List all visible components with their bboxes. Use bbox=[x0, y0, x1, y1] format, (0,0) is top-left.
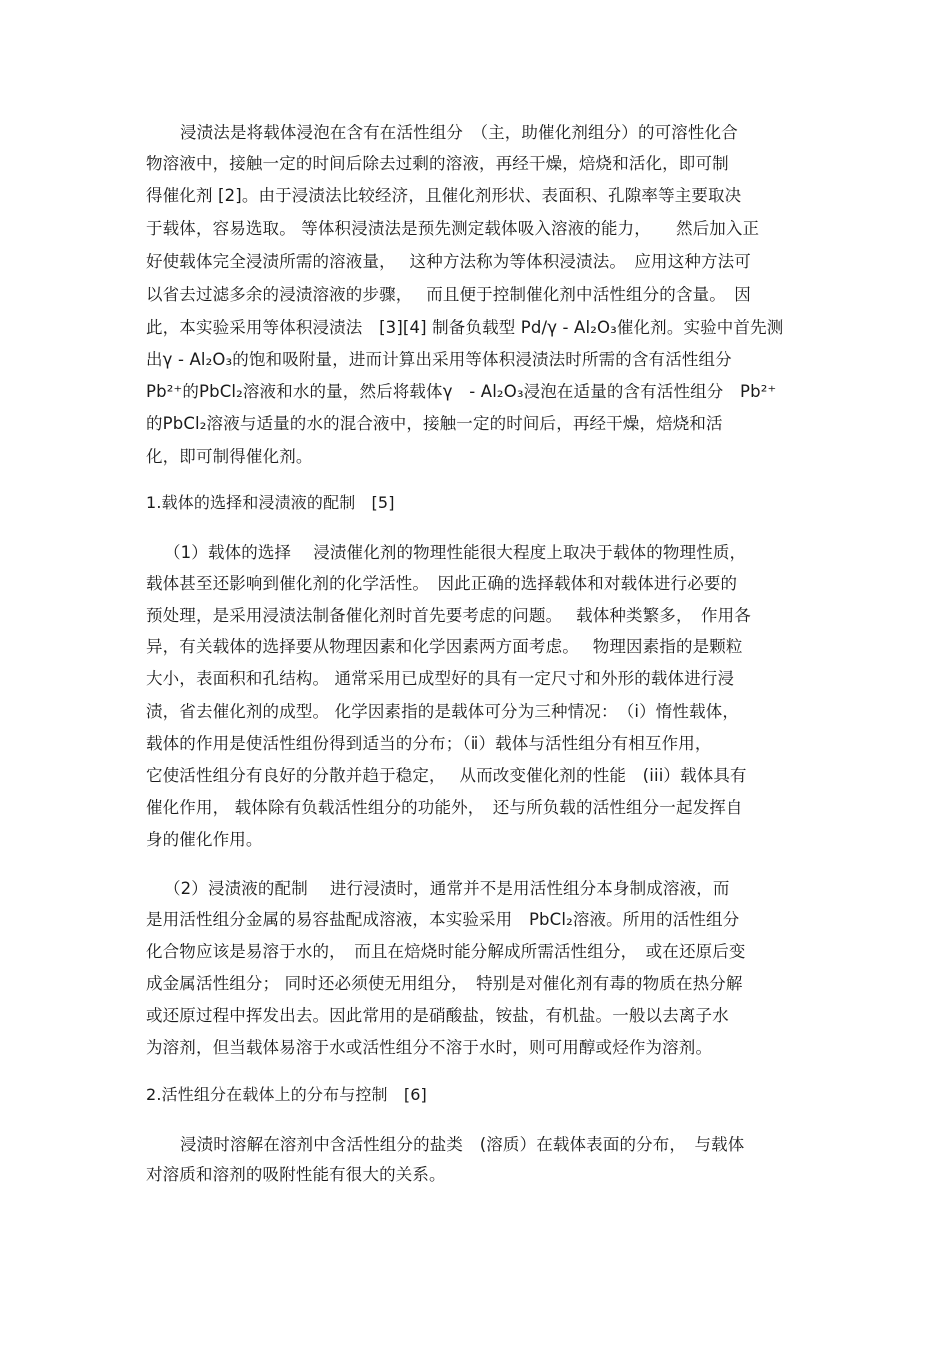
paragraph-2-line-6: 渍，省去催化剂的成型。 化学因素指的是载体可分为三种情况： （ⅰ）惰性载体， bbox=[146, 702, 740, 721]
paragraph-3-line-1: （2）浸渍液的配制 进行浸渍时，通常并不是用活性组分本身制成溶液，而 bbox=[164, 879, 730, 898]
paragraph-2-line-9: 催化作用， 载体除有负载活性组分的功能外， 还与所负载的活性组分一起发挥自 bbox=[146, 798, 743, 817]
section-heading-2: 2.活性组分在载体上的分布与控制 [6] bbox=[146, 1085, 427, 1104]
paragraph-2-line-8: 它使活性组分有良好的分散并趋于稳定， 从而改变催化剂的性能 (iii）载体具有 bbox=[146, 766, 747, 785]
paragraph-2-line-2: 载体甚至还影响到催化剂的化学活性。 因此正确的选择载体和对载体进行必要的 bbox=[146, 574, 738, 593]
paragraph-1-line-4: 于载体，容易选取。 等体积浸渍法是预先测定载体吸入溶液的能力， 然后加入正 bbox=[146, 219, 760, 238]
paragraph-2-line-7: 载体的作用是使活性组份得到适当的分布；（ⅱ）载体与活性组分有相互作用， bbox=[146, 734, 712, 753]
paragraph-1-line-8: 出γ - Al₂O₃的饱和吸附量，进而计算出采用等体积浸渍法时所需的含有活性组分 bbox=[146, 350, 732, 369]
paragraph-1-line-3: 得催化剂 [2]。由于浸渍法比较经济，且催化剂形状、表面积、孔隙率等主要取决 bbox=[146, 186, 742, 205]
paragraph-3-line-3: 化合物应该是易溶于水的， 而且在焙烧时能分解成所需活性组分， 或在还原后变 bbox=[146, 942, 746, 961]
paragraph-1-line-7: 此，本实验采用等体积浸渍法 [3][4] 制备负载型 Pd/γ - Al₂O₃催化剂。实验中首先测 bbox=[146, 318, 784, 337]
paragraph-3-line-5: 或还原过程中挥发出去。因此常用的是硝酸盐，铵盐，有机盐。一般以去离子水 bbox=[146, 1006, 729, 1025]
paragraph-1-line-9: Pb²⁺的PbCl₂溶液和水的量，然后将载体γ - Al₂O₃浸泡在适量的含有活性组分 Pb²⁺ bbox=[146, 382, 777, 401]
paragraph-2-line-10: 身的催化作用。 bbox=[146, 830, 263, 849]
paragraph-1-line-11: 化，即可制得催化剂。 bbox=[146, 447, 313, 466]
paragraph-4-line-1: 浸渍时溶解在溶剂中含活性组分的盐类 (溶质）在载体表面的分布， 与载体 bbox=[180, 1135, 745, 1154]
paragraph-1-line-6: 以省去过滤多余的浸渍溶液的步骤， 而且便于控制催化剂中活性组分的含量。 因 bbox=[146, 285, 751, 304]
paragraph-3-line-2: 是用活性组分金属的易容盐配成溶液，本实验采用 PbCl₂溶液。所用的活性组分 bbox=[146, 910, 740, 929]
paragraph-3-line-4: 成金属活性组分； 同时还必须使无用组分， 特别是对催化剂有毒的物质在热分解 bbox=[146, 974, 743, 993]
paragraph-2-line-1: （1）载体的选择 浸渍催化剂的物理性能很大程度上取决于载体的物理性质， bbox=[164, 543, 747, 562]
paragraph-2-line-5: 大小，表面积和孔结构。 通常采用已成型好的具有一定尺寸和外形的载体进行浸 bbox=[146, 669, 735, 688]
paragraph-1-line-5: 好使载体完全浸渍所需的溶液量， 这种方法称为等体积浸渍法。 应用这种方法可 bbox=[146, 252, 751, 271]
paragraph-3-line-6: 为溶剂，但当载体易溶于水或活性组分不溶于水时，则可用醇或烃作为溶剂。 bbox=[146, 1038, 713, 1057]
paragraph-2-line-4: 异，有关载体的选择要从物理因素和化学因素两方面考虑。 物理因素指的是颗粒 bbox=[146, 637, 743, 656]
section-heading-1: 1.载体的选择和浸渍液的配制 [5] bbox=[146, 493, 395, 512]
paragraph-1-line-10: 的PbCl₂溶液与适量的水的混合液中，接触一定的时间后，再经干燥，焙烧和活 bbox=[146, 414, 723, 433]
paragraph-1-line-1: 浸渍法是将载体浸泡在含有在活性组分 （主，助催化剂组分）的可溶性化合 bbox=[180, 123, 738, 142]
paragraph-4-line-2: 对溶质和溶剂的吸附性能有很大的关系。 bbox=[146, 1165, 446, 1184]
paragraph-2-line-3: 预处理，是采用浸渍法制备催化剂时首先要考虑的问题。 载体种类繁多， 作用各 bbox=[146, 606, 751, 625]
paragraph-1-line-2: 物溶液中，接触一定的时间后除去过剩的溶液，再经干燥，焙烧和活化，即可制 bbox=[146, 154, 729, 173]
